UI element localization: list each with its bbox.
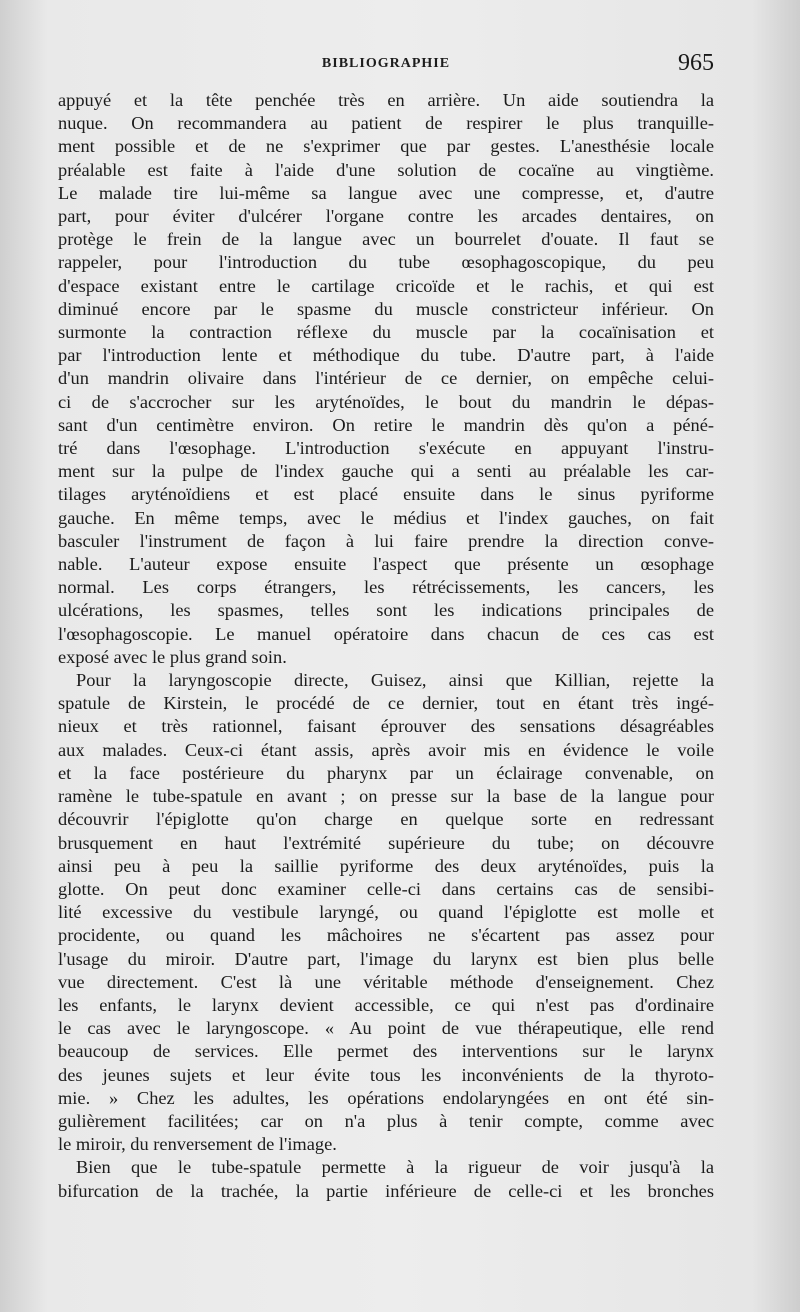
text-line: diminué encore par le spasme du muscle constricteur inférieur. On xyxy=(58,298,714,319)
text-line: bifurcation de la trachée, la partie inférieure de celle-ci et les bronches xyxy=(58,1180,714,1201)
text-line: basculer l'instrument de façon à lui faire prendre la direction conve- xyxy=(58,530,714,551)
text-line: brusquement en haut l'extrémité supérieure du tube; on découvre xyxy=(58,832,714,853)
text-line: mie. » Chez les adultes, les opérations endolaryngées en ont été sin- xyxy=(58,1087,714,1108)
paragraph-2 xyxy=(58,669,714,1156)
body-text xyxy=(58,89,714,1203)
text-line: gulièrement facilitées; car on n'a plus à tenir compte, comme avec xyxy=(58,1110,714,1131)
text-line: ment possible et de ne s'exprimer que par gestes. L'anesthésie locale xyxy=(58,136,714,157)
text-line: ulcérations, les spasmes, telles sont les indications principales de xyxy=(58,600,714,621)
page-number: 965 xyxy=(678,50,714,76)
text-line: beaucoup de services. Elle permet des interventions sur le larynx xyxy=(58,1041,714,1062)
text-line: le cas avec le laryngoscope. « Au point de vue thérapeutique, elle rend xyxy=(58,1018,714,1039)
text-line: d'un mandrin olivaire dans l'intérieur de ce dernier, on empêche celui- xyxy=(58,368,714,389)
running-title: BIBLIOGRAPHIE xyxy=(321,56,451,71)
text-line: sant d'un centimètre environ. On retire le mandrin dès qu'on a péné- xyxy=(58,414,714,435)
text-line: normal. Les corps étrangers, les rétrécissements, les cancers, les xyxy=(58,577,714,598)
text-line: procidente, ou quand les mâchoires ne s'écartent pas assez pour xyxy=(58,925,714,946)
paragraph-3 xyxy=(58,1156,714,1202)
text-line: Le malade tire lui-même sa langue avec une compresse, et, d'autre xyxy=(58,182,714,203)
text-line: ci de s'accrocher sur les aryténoïdes, le bout du mandrin le dépas- xyxy=(58,391,714,412)
text-line: rappeler, pour l'introduction du tube œsophagoscopique, du peu xyxy=(58,252,714,273)
text-line: ainsi peu à peu la saillie pyriforme des deux aryténoïdes, puis la xyxy=(58,855,714,876)
text-line: le miroir, du renversement de l'image. xyxy=(58,1134,337,1155)
text-line: l'usage du miroir. D'autre part, l'image du larynx est bien plus belle xyxy=(58,948,714,969)
text-line: tilages aryténoïdiens et est placé ensuite dans le sinus pyriforme xyxy=(58,484,714,505)
text-line: vue directement. C'est là une véritable méthode d'enseignement. Chez xyxy=(58,971,714,992)
text-line: aux malades. Ceux-ci étant assis, après avoir mis en évidence le voile xyxy=(58,739,714,760)
text-line: lité excessive du vestibule laryngé, ou quand l'épiglotte est molle et xyxy=(58,902,714,923)
page-header xyxy=(58,50,714,84)
text-line: surmonte la contraction réflexe du muscle par la cocaïnisation et xyxy=(58,322,714,343)
text-line: ment sur la pulpe de l'index gauche qui a senti au préalable les car- xyxy=(58,461,714,482)
text-line: gauche. En même temps, avec le médius et l'index gauches, on fait xyxy=(58,507,714,528)
text-line: appuyé et la tête penchée très en arrière. Un aide soutiendra la xyxy=(58,90,714,110)
text-line: nable. L'auteur expose ensuite l'aspect que présente un œsophage xyxy=(58,554,714,575)
text-line: Pour la laryngoscopie directe, Guisez, ainsi que Killian, rejette la xyxy=(76,670,714,691)
text-line: préalable est faite à l'aide d'une solution de cocaïne au vingtième. xyxy=(58,159,714,180)
text-line: les enfants, le larynx devient accessible, ce qui n'est pas d'ordinaire xyxy=(58,994,714,1015)
text-line: spatule de Kirstein, le procédé de ce dernier, tout en étant très ingé- xyxy=(58,693,714,714)
text-line: des jeunes sujets et leur évite tous les inconvénients de la thyroto- xyxy=(58,1064,714,1085)
text-line: ramène le tube-spatule en avant ; on presse sur la base de la langue pour xyxy=(58,786,714,807)
text-line: par l'introduction lente et méthodique du tube. D'autre part, à l'aide xyxy=(58,345,714,366)
paragraph-1 xyxy=(58,89,714,669)
text-line: et la face postérieure du pharynx par un éclairage convenable, on xyxy=(58,762,714,783)
text-line: découvrir l'épiglotte qu'on charge en quelque sorte en redressant xyxy=(58,809,714,830)
text-line: l'œsophagoscopie. Le manuel opératoire dans chacun de ces cas est xyxy=(58,623,714,644)
text-line: glotte. On peut donc examiner celle-ci dans certains cas de sensibi- xyxy=(58,878,714,899)
text-line: tré dans l'œsophage. L'introduction s'exécute en appuyant l'instru- xyxy=(58,438,714,459)
text-line: exposé avec le plus grand soin. xyxy=(58,646,287,667)
text-line: d'espace existant entre le cartilage cricoïde et le rachis, et qui est xyxy=(58,275,714,296)
text-line: nieux et très rationnel, faisant éprouver des sensations désagréables xyxy=(58,716,714,737)
text-line: Bien que le tube-spatule permette à la rigueur de voir jusqu'à la xyxy=(76,1157,714,1178)
text-line: protège le frein de la langue avec un bourrelet d'ouate. Il faut se xyxy=(58,229,714,250)
text-line: nuque. On recommandera au patient de respirer le plus tranquille- xyxy=(58,113,714,134)
text-line: part, pour éviter d'ulcérer l'organe contre les arcades dentaires, on xyxy=(58,206,714,227)
